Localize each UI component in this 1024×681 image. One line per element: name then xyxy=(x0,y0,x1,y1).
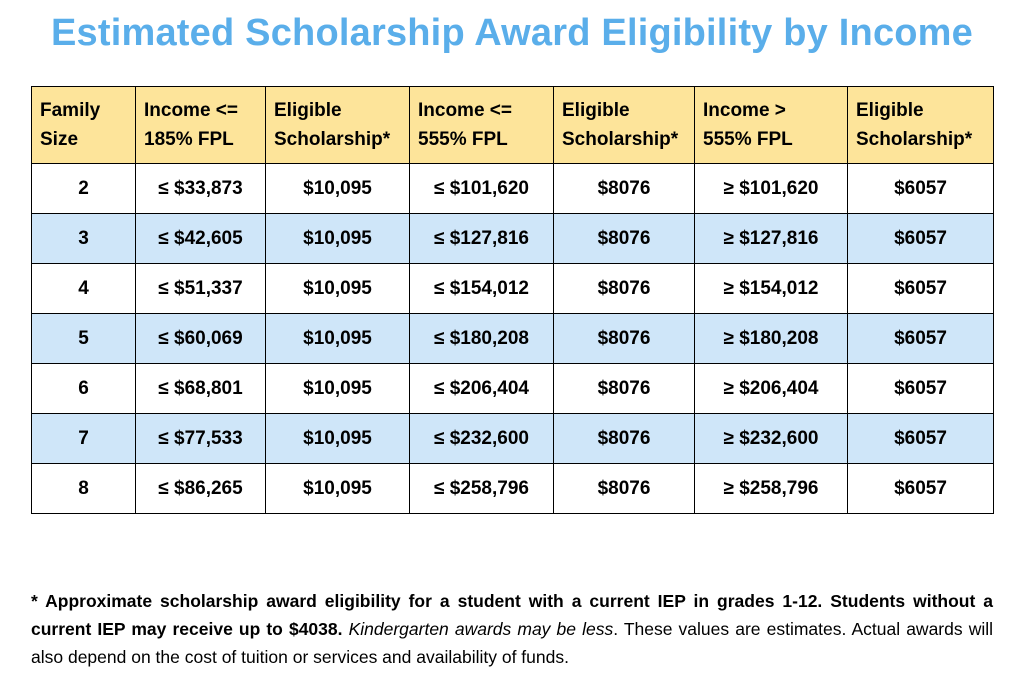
header-income-555: Income <= 555% FPL xyxy=(410,87,554,164)
cell-family-size: 4 xyxy=(32,264,136,314)
cell-scholarship-185: $10,095 xyxy=(266,414,410,464)
table-row xyxy=(32,314,994,364)
table-row xyxy=(32,264,994,314)
cell-scholarship-555: $8076 xyxy=(554,464,695,514)
footnote-plain-text: . These values are estimates. Actual awards will also depend on the cost of tuition or services and availability of funds. xyxy=(31,619,994,667)
cell-income-555: ≤ $206,404 xyxy=(410,364,554,414)
cell-income-185: ≤ $33,873 xyxy=(136,164,266,214)
footnote xyxy=(31,587,993,671)
cell-scholarship-185: $10,095 xyxy=(266,464,410,514)
header-scholarship-185: Eligible Scholarship* xyxy=(266,87,410,164)
cell-income-185: ≤ $86,265 xyxy=(136,464,266,514)
cell-scholarship-185: $10,095 xyxy=(266,264,410,314)
cell-scholarship-185: $10,095 xyxy=(266,314,410,364)
cell-income-555: ≤ $127,816 xyxy=(410,214,554,264)
cell-income-above-555: ≥ $206,404 xyxy=(695,364,848,414)
cell-income-above-555: ≥ $101,620 xyxy=(695,164,848,214)
cell-income-above-555: ≥ $258,796 xyxy=(695,464,848,514)
header-family-size: Family Size xyxy=(32,87,136,164)
cell-scholarship-185: $10,095 xyxy=(266,164,410,214)
scholarship-table xyxy=(31,86,994,514)
cell-family-size: 5 xyxy=(32,314,136,364)
cell-income-above-555: ≥ $180,208 xyxy=(695,314,848,364)
cell-scholarship-above-555: $6057 xyxy=(848,214,994,264)
header-scholarship-555: Eligible Scholarship* xyxy=(554,87,695,164)
header-scholarship-above-555: Eligible Scholarship* xyxy=(848,87,994,164)
cell-scholarship-555: $8076 xyxy=(554,414,695,464)
cell-income-above-555: ≥ $232,600 xyxy=(695,414,848,464)
cell-income-555: ≤ $258,796 xyxy=(410,464,554,514)
table-row xyxy=(32,364,994,414)
cell-scholarship-above-555: $6057 xyxy=(848,164,994,214)
cell-income-185: ≤ $60,069 xyxy=(136,314,266,364)
cell-scholarship-185: $10,095 xyxy=(266,364,410,414)
cell-scholarship-above-555: $6057 xyxy=(848,464,994,514)
cell-scholarship-above-555: $6057 xyxy=(848,264,994,314)
cell-scholarship-above-555: $6057 xyxy=(848,414,994,464)
cell-income-555: ≤ $232,600 xyxy=(410,414,554,464)
cell-family-size: 8 xyxy=(32,464,136,514)
cell-income-555: ≤ $180,208 xyxy=(410,314,554,364)
table-row xyxy=(32,414,994,464)
cell-income-above-555: ≥ $127,816 xyxy=(695,214,848,264)
cell-scholarship-555: $8076 xyxy=(554,364,695,414)
cell-income-185: ≤ $42,605 xyxy=(136,214,266,264)
cell-income-185: ≤ $77,533 xyxy=(136,414,266,464)
footnote-italic-text: Kindergarten awards may be less xyxy=(348,619,614,639)
table-row xyxy=(32,214,994,264)
cell-income-555: ≤ $101,620 xyxy=(410,164,554,214)
cell-family-size: 6 xyxy=(32,364,136,414)
cell-income-above-555: ≥ $154,012 xyxy=(695,264,848,314)
table-header-row xyxy=(32,87,994,164)
cell-family-size: 7 xyxy=(32,414,136,464)
table-row xyxy=(32,164,994,214)
cell-scholarship-555: $8076 xyxy=(554,264,695,314)
cell-family-size: 2 xyxy=(32,164,136,214)
cell-income-185: ≤ $51,337 xyxy=(136,264,266,314)
header-income-above-555: Income > 555% FPL xyxy=(695,87,848,164)
cell-income-185: ≤ $68,801 xyxy=(136,364,266,414)
cell-scholarship-555: $8076 xyxy=(554,214,695,264)
cell-scholarship-above-555: $6057 xyxy=(848,364,994,414)
cell-family-size: 3 xyxy=(32,214,136,264)
header-income-185: Income <= 185% FPL xyxy=(136,87,266,164)
table-row xyxy=(32,464,994,514)
cell-scholarship-185: $10,095 xyxy=(266,214,410,264)
cell-income-555: ≤ $154,012 xyxy=(410,264,554,314)
footnote-bold-text: * Approximate scholarship award eligibility for a student with a current IEP in grades 1-12. Students without a current IEP may receive up to $4038. xyxy=(31,591,993,639)
cell-scholarship-555: $8076 xyxy=(554,164,695,214)
page-title: Estimated Scholarship Award Eligibility by Income xyxy=(50,12,974,54)
cell-scholarship-above-555: $6057 xyxy=(848,314,994,364)
cell-scholarship-555: $8076 xyxy=(554,314,695,364)
